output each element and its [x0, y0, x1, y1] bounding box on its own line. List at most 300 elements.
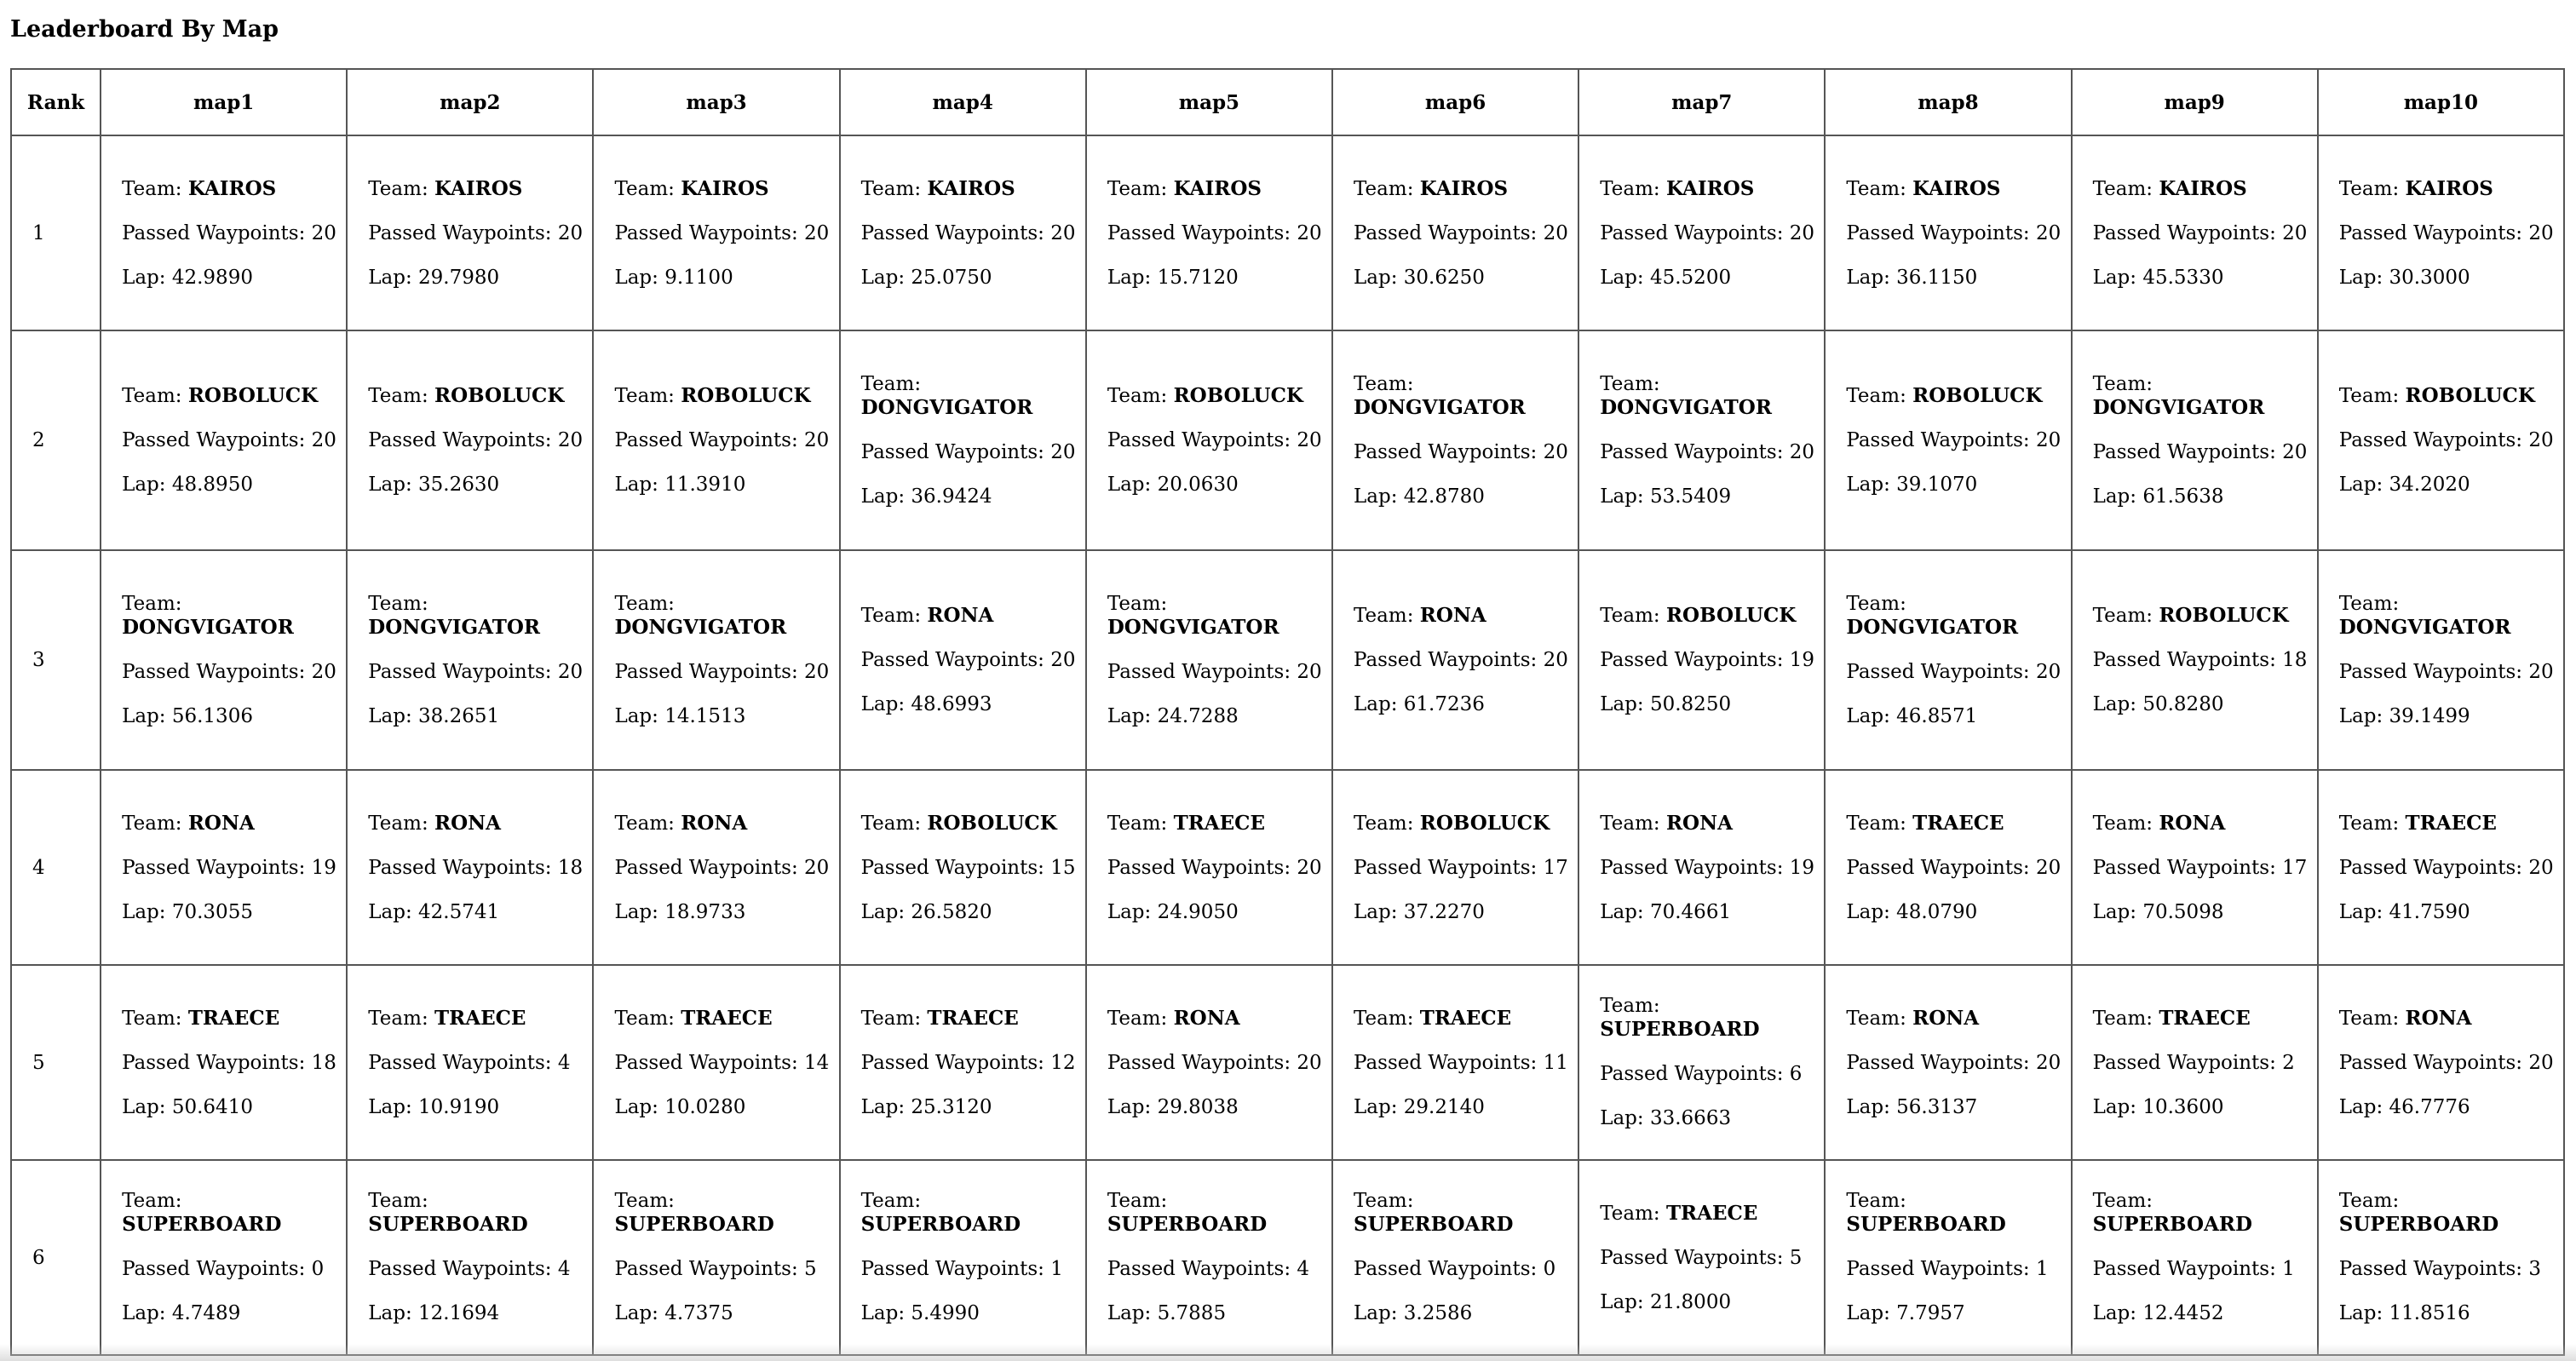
waypoints-line [368, 857, 584, 880]
lap-value: 10.3600 [2142, 1095, 2224, 1118]
waypoints-line [1600, 857, 1815, 880]
lap-line [1354, 267, 1569, 290]
team-label: Team: [122, 592, 182, 615]
team-line [2339, 1007, 2555, 1031]
waypoints-label: Passed Waypoints: [860, 649, 1044, 671]
lap-line [861, 901, 1077, 924]
waypoints-line [122, 661, 337, 684]
lap-label: Lap: [614, 474, 658, 496]
team-name: SUPERBOARD [1846, 1213, 2006, 1236]
team-line [1107, 1007, 1323, 1031]
team-line [1354, 1007, 1569, 1031]
result-cell [1825, 1160, 2071, 1355]
team-name: TRAECE [1419, 1006, 1512, 1030]
team-name: TRAECE [187, 1006, 280, 1030]
team-line [1354, 604, 1569, 628]
lap-value: 35.2630 [418, 474, 500, 496]
waypoints-label: Passed Waypoints: [860, 1258, 1044, 1280]
lap-value: 25.0750 [911, 266, 992, 289]
table-row [11, 1160, 2564, 1355]
lap-line [2093, 901, 2309, 924]
result-cell [1825, 550, 2071, 770]
lap-label: Lap: [2338, 704, 2383, 727]
lap-label: Lap: [1600, 1107, 1644, 1129]
result-cell [1578, 550, 1825, 770]
lap-label: Lap: [122, 266, 166, 289]
table-row [11, 135, 2564, 330]
team-name: TRAECE [434, 1006, 526, 1030]
waypoints-value: 20 [1543, 440, 1568, 463]
rank-cell: 4 [11, 770, 101, 965]
team-name: DONGVIGATOR [860, 395, 1033, 419]
table-row [11, 770, 2564, 965]
waypoints-value: 20 [804, 429, 830, 451]
lap-value: 10.9190 [418, 1095, 500, 1118]
waypoints-line [1354, 1052, 1569, 1075]
lap-value: 56.1306 [171, 704, 253, 727]
waypoints-line [1846, 661, 2061, 684]
result-cell [1086, 550, 1332, 770]
lap-label: Lap: [1107, 266, 1152, 289]
waypoints-label: Passed Waypoints: [1846, 429, 2030, 451]
team-label: Team: [122, 177, 182, 200]
lap-label: Lap: [1354, 266, 1398, 289]
waypoints-line [1600, 649, 1815, 672]
team-name: DONGVIGATOR [2092, 395, 2265, 419]
lap-line [2339, 1302, 2555, 1325]
result-cell [101, 965, 347, 1160]
lap-line [614, 705, 830, 728]
result-cell [2072, 770, 2318, 965]
result-cell [1332, 135, 1578, 330]
lap-label: Lap: [614, 1095, 658, 1118]
lap-label: Lap: [1354, 693, 1398, 715]
result-cell [593, 770, 839, 965]
team-label: Team: [122, 385, 182, 407]
waypoints-label: Passed Waypoints: [614, 429, 798, 451]
lap-value: 46.7776 [2389, 1095, 2470, 1118]
lap-line [861, 485, 1077, 508]
waypoints-line [122, 429, 337, 452]
lap-value: 7.7957 [1896, 1302, 1965, 1324]
team-name: RONA [187, 811, 255, 835]
result-cell [347, 135, 593, 330]
team-label: Team: [2338, 1190, 2400, 1212]
column-header-map9: map9 [2072, 69, 2318, 135]
waypoints-line [861, 222, 1077, 245]
team-line [1846, 593, 2061, 640]
waypoints-value: 18 [557, 856, 584, 879]
lap-label: Lap: [2092, 1302, 2137, 1324]
team-label: Team: [368, 177, 428, 200]
leaderboard-table [10, 68, 2565, 1356]
waypoints-value: 20 [1050, 440, 1076, 463]
team-name: ROBOLUCK [1173, 384, 1303, 407]
team-name: DONGVIGATOR [1846, 615, 2019, 639]
waypoints-line [2093, 857, 2309, 880]
waypoints-value: 11 [1543, 1051, 1568, 1074]
waypoints-label: Passed Waypoints: [1846, 660, 2030, 683]
lap-line [614, 1302, 830, 1325]
team-label: Team: [368, 1007, 428, 1030]
lap-line [1600, 693, 1815, 716]
lap-value: 36.1150 [1896, 266, 1978, 289]
waypoints-value: 19 [1789, 649, 1815, 671]
waypoints-value: 20 [311, 429, 336, 451]
team-line [2093, 604, 2309, 628]
team-line [1846, 1190, 2061, 1237]
team-line [861, 177, 1077, 201]
team-name: SUPERBOARD [122, 1213, 282, 1236]
lap-value: 3.2586 [1403, 1302, 1473, 1324]
waypoints-line [861, 441, 1077, 464]
lap-label: Lap: [368, 900, 412, 923]
team-line [2339, 1190, 2555, 1237]
lap-label: Lap: [1107, 474, 1152, 496]
team-name: KAIROS [1912, 176, 2001, 200]
team-label: Team: [1846, 592, 1906, 615]
waypoints-label: Passed Waypoints: [614, 221, 798, 244]
waypoints-value: 20 [2528, 1051, 2554, 1074]
waypoints-value: 20 [2282, 221, 2308, 244]
result-cell [1578, 965, 1825, 1160]
lap-line [122, 705, 337, 728]
lap-line [1846, 1302, 2061, 1325]
team-name: ROBOLUCK [927, 811, 1057, 835]
waypoints-line [1354, 441, 1569, 464]
waypoints-label: Passed Waypoints: [614, 660, 798, 683]
team-label: Team: [1846, 1007, 1906, 1030]
waypoints-value: 20 [2035, 1051, 2061, 1074]
team-name: SUPERBOARD [1107, 1213, 1268, 1236]
lap-line [2339, 901, 2555, 924]
lap-value: 18.9733 [664, 900, 746, 923]
team-name: TRAECE [2405, 811, 2497, 835]
lap-label: Lap: [2338, 266, 2383, 289]
team-name: TRAECE [1173, 811, 1266, 835]
lap-value: 48.0790 [1896, 900, 1978, 923]
team-name: DONGVIGATOR [1354, 395, 1526, 419]
lap-value: 29.2140 [1403, 1095, 1485, 1118]
waypoints-label: Passed Waypoints: [1107, 221, 1291, 244]
result-cell [1332, 770, 1578, 965]
lap-value: 25.3120 [911, 1095, 992, 1118]
waypoints-line [1600, 222, 1815, 245]
lap-line [1600, 267, 1815, 290]
team-label: Team: [1354, 1007, 1414, 1030]
result-cell [1086, 770, 1332, 965]
lap-line [122, 267, 337, 290]
lap-value: 48.6993 [911, 693, 992, 715]
column-header-map5: map5 [1086, 69, 1332, 135]
rank-cell: 5 [11, 965, 101, 1160]
waypoints-line [122, 1258, 337, 1281]
waypoints-value: 20 [2528, 660, 2554, 683]
lap-line [2339, 267, 2555, 290]
team-label: Team: [1600, 177, 1660, 200]
lap-label: Lap: [122, 900, 166, 923]
team-label: Team: [1600, 372, 1660, 395]
waypoints-line [861, 649, 1077, 672]
lap-line [861, 693, 1077, 716]
result-cell [347, 550, 593, 770]
waypoints-value: 15 [1050, 856, 1076, 879]
result-cell [593, 330, 839, 550]
lap-label: Lap: [1846, 1095, 1890, 1118]
team-name: RONA [2405, 1006, 2472, 1030]
lap-line [368, 901, 584, 924]
result-cell [1578, 770, 1825, 965]
team-label: Team: [860, 1190, 922, 1212]
lap-label: Lap: [2338, 900, 2383, 923]
team-label: Team: [614, 1190, 675, 1212]
lap-line [861, 1096, 1077, 1119]
lap-label: Lap: [122, 1302, 166, 1324]
lap-value: 9.1100 [664, 266, 733, 289]
waypoints-value: 4 [557, 1258, 571, 1280]
waypoints-value: 3 [2528, 1258, 2541, 1280]
result-cell [1578, 1160, 1825, 1355]
waypoints-label: Passed Waypoints: [614, 1051, 798, 1074]
team-name: RONA [1665, 811, 1733, 835]
lap-label: Lap: [1600, 1290, 1644, 1313]
waypoints-label: Passed Waypoints: [1354, 221, 1538, 244]
waypoints-line [1600, 1247, 1815, 1270]
waypoints-label: Passed Waypoints: [368, 856, 552, 879]
result-cell [840, 1160, 1086, 1355]
column-header-map10: map10 [2318, 69, 2564, 135]
lap-value: 48.8950 [171, 474, 253, 496]
team-label: Team: [1107, 1007, 1168, 1030]
lap-value: 24.7288 [1157, 704, 1239, 727]
team-line [368, 1007, 584, 1031]
lap-line [122, 901, 337, 924]
result-cell [593, 965, 839, 1160]
lap-value: 29.7980 [418, 266, 500, 289]
lap-value: 39.1070 [1896, 474, 1978, 496]
team-label: Team: [2092, 812, 2153, 835]
lap-label: Lap: [1846, 704, 1890, 727]
lap-line [368, 267, 584, 290]
lap-label: Lap: [1600, 485, 1644, 508]
waypoints-value: 4 [557, 1051, 571, 1074]
lap-value: 37.2270 [1403, 900, 1485, 923]
lap-line [2093, 1096, 2309, 1119]
waypoints-label: Passed Waypoints: [1846, 1258, 2030, 1280]
waypoints-label: Passed Waypoints: [2338, 429, 2523, 451]
waypoints-line [1354, 857, 1569, 880]
team-name: DONGVIGATOR [614, 615, 787, 639]
waypoints-value: 20 [1543, 221, 1568, 244]
lap-line [368, 1096, 584, 1119]
waypoints-value: 20 [1297, 856, 1322, 879]
waypoints-label: Passed Waypoints: [1354, 649, 1538, 671]
waypoints-label: Passed Waypoints: [1354, 1051, 1538, 1074]
waypoints-value: 20 [1297, 429, 1322, 451]
team-name: DONGVIGATOR [1107, 615, 1279, 639]
lap-value: 33.6663 [1649, 1107, 1732, 1129]
lap-line [1846, 1096, 2061, 1119]
team-line [122, 177, 337, 201]
team-line [122, 812, 337, 836]
lap-label: Lap: [368, 266, 412, 289]
team-label: Team: [2338, 1007, 2400, 1030]
lap-value: 21.8000 [1649, 1290, 1732, 1313]
team-name: KAIROS [1665, 176, 1755, 200]
waypoints-value: 20 [2035, 429, 2061, 451]
team-line [1107, 812, 1323, 836]
team-line [861, 373, 1077, 420]
waypoints-label: Passed Waypoints: [122, 856, 306, 879]
waypoints-line [1107, 661, 1323, 684]
team-label: Team: [614, 812, 675, 835]
lap-label: Lap: [368, 474, 412, 496]
team-line [861, 604, 1077, 628]
lap-label: Lap: [2338, 1095, 2383, 1118]
lap-label: Lap: [2338, 1302, 2383, 1324]
lap-value: 12.4452 [2142, 1302, 2224, 1324]
lap-label: Lap: [1846, 266, 1890, 289]
waypoints-line [614, 222, 830, 245]
rank-cell: 3 [11, 550, 101, 770]
waypoints-label: Passed Waypoints: [1846, 856, 2030, 879]
team-line [614, 384, 830, 408]
team-label: Team: [1846, 385, 1906, 407]
lap-line [1846, 267, 2061, 290]
header-row [11, 69, 2564, 135]
waypoints-line [122, 222, 337, 245]
result-cell [2318, 965, 2564, 1160]
lap-value: 61.7236 [1403, 693, 1485, 715]
lap-line [368, 705, 584, 728]
waypoints-line [368, 222, 584, 245]
lap-value: 45.5200 [1649, 266, 1732, 289]
lap-value: 30.3000 [2389, 266, 2470, 289]
waypoints-line [1354, 649, 1569, 672]
lap-label: Lap: [1107, 1095, 1152, 1118]
table-row [11, 550, 2564, 770]
lap-value: 24.9050 [1157, 900, 1239, 923]
lap-value: 4.7489 [171, 1302, 241, 1324]
waypoints-label: Passed Waypoints: [1600, 1063, 1784, 1085]
waypoints-label: Passed Waypoints: [614, 1258, 798, 1280]
lap-label: Lap: [368, 704, 412, 727]
team-name: RONA [681, 811, 748, 835]
team-name: KAIROS [927, 176, 1015, 200]
waypoints-label: Passed Waypoints: [1846, 221, 2030, 244]
lap-value: 12.1694 [418, 1302, 500, 1324]
lap-line [1107, 267, 1323, 290]
team-name: RONA [1173, 1006, 1240, 1030]
waypoints-value: 19 [1789, 856, 1815, 879]
result-cell [347, 770, 593, 965]
team-label: Team: [860, 1007, 922, 1030]
team-name: TRAECE [681, 1006, 773, 1030]
team-line [1354, 373, 1569, 420]
team-name: SUPERBOARD [368, 1213, 528, 1236]
lap-label: Lap: [1354, 1302, 1398, 1324]
waypoints-label: Passed Waypoints: [860, 856, 1044, 879]
waypoints-line [2093, 1052, 2309, 1075]
lap-label: Lap: [122, 704, 166, 727]
result-cell [1825, 330, 2071, 550]
waypoints-label: Passed Waypoints: [1600, 1246, 1784, 1269]
team-line [2339, 593, 2555, 640]
team-line [1846, 384, 2061, 408]
lap-line [1600, 901, 1815, 924]
result-cell [1825, 965, 2071, 1160]
team-label: Team: [122, 1007, 182, 1030]
team-line [614, 593, 830, 640]
waypoints-label: Passed Waypoints: [1107, 660, 1291, 683]
column-header-map3: map3 [593, 69, 839, 135]
waypoints-label: Passed Waypoints: [1600, 221, 1784, 244]
lap-value: 42.8780 [1403, 485, 1485, 508]
lap-label: Lap: [368, 1302, 412, 1324]
team-label: Team: [1846, 1190, 1906, 1212]
lap-line [1107, 1096, 1323, 1119]
team-label: Team: [2338, 812, 2400, 835]
waypoints-value: 20 [2528, 221, 2554, 244]
lap-line [2093, 267, 2309, 290]
team-label: Team: [2092, 177, 2153, 200]
waypoints-label: Passed Waypoints: [2338, 221, 2523, 244]
result-cell [593, 135, 839, 330]
lap-value: 56.3137 [1896, 1095, 1978, 1118]
team-line [2093, 177, 2309, 201]
result-cell [1825, 135, 2071, 330]
waypoints-line [861, 1258, 1077, 1281]
lap-value: 11.3910 [664, 474, 746, 496]
waypoints-value: 20 [804, 660, 830, 683]
lap-label: Lap: [860, 1302, 906, 1324]
waypoints-line [1600, 1063, 1815, 1086]
team-label: Team: [860, 812, 922, 835]
team-label: Team: [368, 385, 428, 407]
team-label: Team: [1107, 812, 1168, 835]
waypoints-label: Passed Waypoints: [1354, 1258, 1538, 1280]
team-label: Team: [2092, 1007, 2153, 1030]
team-name: SUPERBOARD [860, 1213, 1021, 1236]
team-label: Team: [2338, 177, 2400, 200]
lap-label: Lap: [1846, 900, 1890, 923]
team-line [614, 1190, 830, 1237]
team-name: TRAECE [2159, 1006, 2251, 1030]
waypoints-label: Passed Waypoints: [368, 221, 552, 244]
waypoints-value: 2 [2282, 1051, 2295, 1074]
lap-label: Lap: [1600, 693, 1644, 715]
lap-line [1107, 705, 1323, 728]
result-cell [2318, 330, 2564, 550]
result-cell [840, 550, 1086, 770]
team-line [1600, 373, 1815, 420]
team-label: Team: [614, 177, 675, 200]
waypoints-value: 18 [311, 1051, 336, 1074]
waypoints-label: Passed Waypoints: [1107, 429, 1291, 451]
team-label: Team: [2338, 592, 2400, 615]
waypoints-label: Passed Waypoints: [1354, 440, 1538, 463]
waypoints-value: 20 [1297, 221, 1322, 244]
team-label: Team: [368, 1190, 428, 1212]
lap-label: Lap: [2338, 474, 2383, 496]
waypoints-label: Passed Waypoints: [122, 429, 306, 451]
team-label: Team: [1107, 177, 1168, 200]
team-label: Team: [2092, 605, 2153, 627]
column-header-map6: map6 [1332, 69, 1578, 135]
team-name: ROBOLUCK [681, 384, 811, 407]
team-name: ROBOLUCK [2405, 384, 2535, 407]
result-cell [1332, 330, 1578, 550]
